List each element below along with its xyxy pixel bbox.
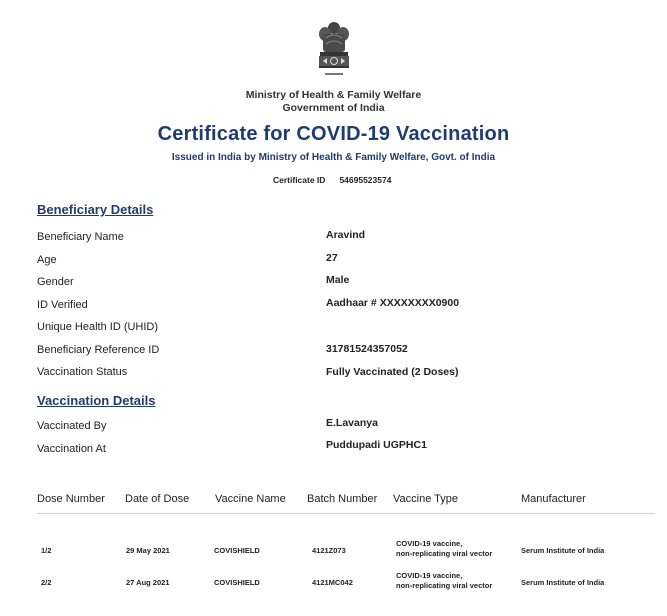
vaccine-type-cell <box>396 539 492 559</box>
page-title: Certificate for COVID-19 Vaccination <box>157 123 510 145</box>
vaccinated-by-value: E.Lavanya <box>326 417 378 429</box>
ashoka-emblem-icon <box>314 20 354 82</box>
vaccination-status-label: Vaccination Status <box>37 366 128 378</box>
government-name: Government of India <box>282 102 385 114</box>
beneficiary-name-label: Beneficiary Name <box>37 231 124 243</box>
vaccination-section-title: Vaccination Details <box>37 393 156 408</box>
vaccine-type-line1: COVID-19 vaccine, <box>396 571 463 580</box>
manufacturer-cell: Serum Institute of India <box>521 578 605 587</box>
column-header-vaccine-type: Vaccine Type <box>393 493 459 505</box>
gender-label: Gender <box>37 276 74 288</box>
vaccine-type-cell <box>396 571 492 591</box>
vaccine-type-line2: non-replicating viral vector <box>396 549 493 558</box>
certificate-id-label: Certificate ID <box>273 175 326 185</box>
date-of-dose-cell: 27 Aug 2021 <box>126 578 170 587</box>
certificate-id-value: 54695523574 <box>339 175 392 185</box>
gender-value: Male <box>326 274 350 286</box>
page-subtitle: Issued in India by Ministry of Health & Family Welfare, Govt. of India <box>171 152 496 163</box>
column-header-manufacturer: Manufacturer <box>521 493 586 505</box>
beneficiary-section-title: Beneficiary Details <box>37 202 154 217</box>
certificate-id <box>273 175 391 185</box>
table-divider <box>37 513 655 514</box>
dose-number-cell: 1/2 <box>41 546 52 555</box>
id-verified-value: Aadhaar # XXXXXXXX0900 <box>326 297 460 309</box>
ministry-name: Ministry of Health & Family Welfare <box>245 89 422 101</box>
age-label: Age <box>37 254 57 266</box>
uhid-label: Unique Health ID (UHID) <box>37 321 159 333</box>
manufacturer-cell: Serum Institute of India <box>521 546 605 555</box>
column-header-batch-number: Batch Number <box>307 493 378 505</box>
dose-number-cell: 2/2 <box>41 578 52 587</box>
age-value: 27 <box>326 252 338 264</box>
vaccination-status-value: Fully Vaccinated (2 Doses) <box>326 366 459 378</box>
column-header-date-of-dose: Date of Dose <box>125 493 190 505</box>
vaccine-name-cell: COVISHIELD <box>214 546 260 555</box>
column-header-vaccine-name: Vaccine Name <box>215 493 286 505</box>
vaccine-name-cell: COVISHIELD <box>214 578 260 587</box>
date-of-dose-cell: 29 May 2021 <box>126 546 170 555</box>
beneficiary-reference-id-label: Beneficiary Reference ID <box>37 344 160 356</box>
vaccination-at-value: Puddupadi UGPHC1 <box>326 439 427 451</box>
column-header-dose-number: Dose Number <box>37 493 105 505</box>
vaccine-type-line2: non-replicating viral vector <box>396 581 493 590</box>
id-verified-label: ID Verified <box>37 299 88 311</box>
beneficiary-reference-id-value: 31781524357052 <box>326 343 408 355</box>
beneficiary-name-value: Aravind <box>326 229 366 241</box>
vaccine-type-line1: COVID-19 vaccine, <box>396 539 463 548</box>
vaccination-at-label: Vaccination At <box>37 443 106 455</box>
batch-number-cell: 4121MC042 <box>312 578 353 587</box>
batch-number-cell: 4121Z073 <box>312 546 346 555</box>
vaccinated-by-label: Vaccinated By <box>37 420 107 432</box>
